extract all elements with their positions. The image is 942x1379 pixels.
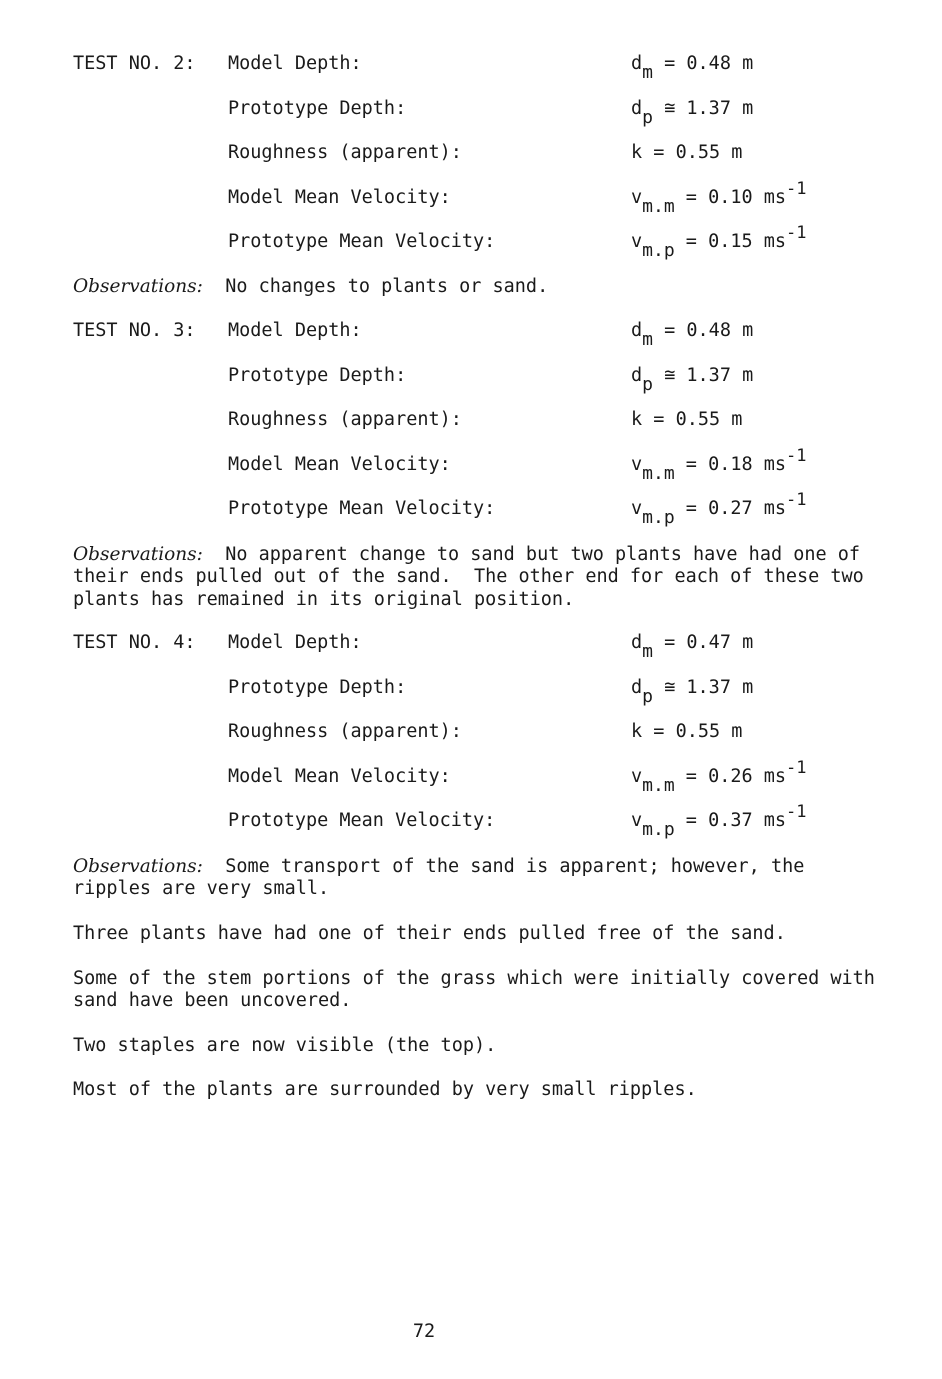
observations <box>73 276 888 298</box>
param-label: Model Depth: <box>228 320 362 341</box>
observations-text: No changes to plants or sand. <box>225 276 549 297</box>
param-value: $d_p$ ≅ 1.37 m <box>631 97 754 128</box>
param-row <box>73 677 893 722</box>
param-label: Prototype Depth: <box>228 364 407 386</box>
param-value: k = 0.55 m <box>631 721 743 743</box>
test-label: TEST NO. 2: <box>73 53 196 74</box>
param-row <box>73 757 893 811</box>
observations-label: Observations: <box>73 544 203 565</box>
param-label: Model Mean Velocity: <box>228 453 451 475</box>
param-row <box>73 445 893 499</box>
param-value: $d_p$ ≅ 1.37 m <box>631 364 754 395</box>
note-paragraph: Two staples are now visible (the top). <box>73 1035 497 1056</box>
test-block-2 <box>73 53 893 276</box>
param-value: $d_m = 0.48$ m <box>631 320 754 350</box>
observations <box>73 544 888 611</box>
page-number: 72 <box>412 1321 436 1342</box>
note-paragraph: Three plants have had one of their ends pulled free of the sand. <box>73 923 786 944</box>
param-row <box>73 142 893 187</box>
param-value: $v_{m.m} = 0.18$ $ms^{-1}$ <box>631 445 807 484</box>
test-label: TEST NO. 3: <box>73 320 196 341</box>
param-value: k = 0.55 m <box>631 409 743 431</box>
param-label: Prototype Mean Velocity: <box>228 231 496 253</box>
param-label: Prototype Mean Velocity: <box>228 810 496 832</box>
param-label: Model Depth: <box>228 53 362 74</box>
param-row <box>73 802 893 855</box>
param-label: Prototype Depth: <box>228 97 407 119</box>
observations-text: Some transport of the sand is apparent; however, the ripples are very small. <box>73 856 816 900</box>
param-value: $v_{m.m} = 0.10$ $ms^{-1}$ <box>631 178 807 217</box>
note-paragraph: Most of the plants are surrounded by very small ripples. <box>73 1079 697 1100</box>
param-label: Prototype Mean Velocity: <box>228 498 496 520</box>
param-row <box>73 223 893 276</box>
param-value: $d_m = 0.48$ m <box>631 53 754 83</box>
param-label: Prototype Depth: <box>228 676 407 698</box>
param-value: $d_p$ ≅ 1.37 m <box>631 676 754 707</box>
param-label: Model Mean Velocity: <box>228 186 451 208</box>
param-row <box>73 365 893 410</box>
param-row <box>73 490 893 543</box>
param-value: $v_{m.p} = 0.37$ $ms^{-1}$ <box>631 802 807 841</box>
param-row <box>73 98 893 143</box>
param-row <box>73 178 893 232</box>
param-label: Model Mean Velocity: <box>228 765 451 787</box>
observations-label: Observations: <box>73 856 203 877</box>
observations-text: No apparent change to sand but two plants have had one of their ends pulled out of the sand. The other end for each of these two plants has remained in its original position. <box>73 544 875 610</box>
param-value: $v_{m.p} = 0.15$ $ms^{-1}$ <box>631 223 807 262</box>
param-row <box>73 721 893 766</box>
param-row <box>73 53 893 98</box>
param-label: Roughness (apparent): <box>228 721 462 743</box>
param-row <box>73 320 893 365</box>
param-row <box>73 409 893 454</box>
note-paragraph: Some of the stem portions of the grass which were initially covered with sand have been uncovered. <box>73 968 887 1012</box>
param-label: Roughness (apparent): <box>228 142 462 164</box>
param-value: $v_{m.p} = 0.27$ $ms^{-1}$ <box>631 490 807 529</box>
test-block-4 <box>73 632 893 855</box>
observations-label: Observations: <box>73 276 203 297</box>
observations <box>73 856 888 901</box>
param-value: k = 0.55 m <box>631 142 743 164</box>
param-value: $d_m = 0.47$ m <box>631 632 754 662</box>
param-label: Model Depth: <box>228 632 362 653</box>
test-block-3 <box>73 320 893 543</box>
param-row <box>73 632 893 677</box>
param-label: Roughness (apparent): <box>228 409 462 431</box>
param-value: $v_{m.m} = 0.26$ $ms^{-1}$ <box>631 757 807 796</box>
test-label: TEST NO. 4: <box>73 632 196 653</box>
